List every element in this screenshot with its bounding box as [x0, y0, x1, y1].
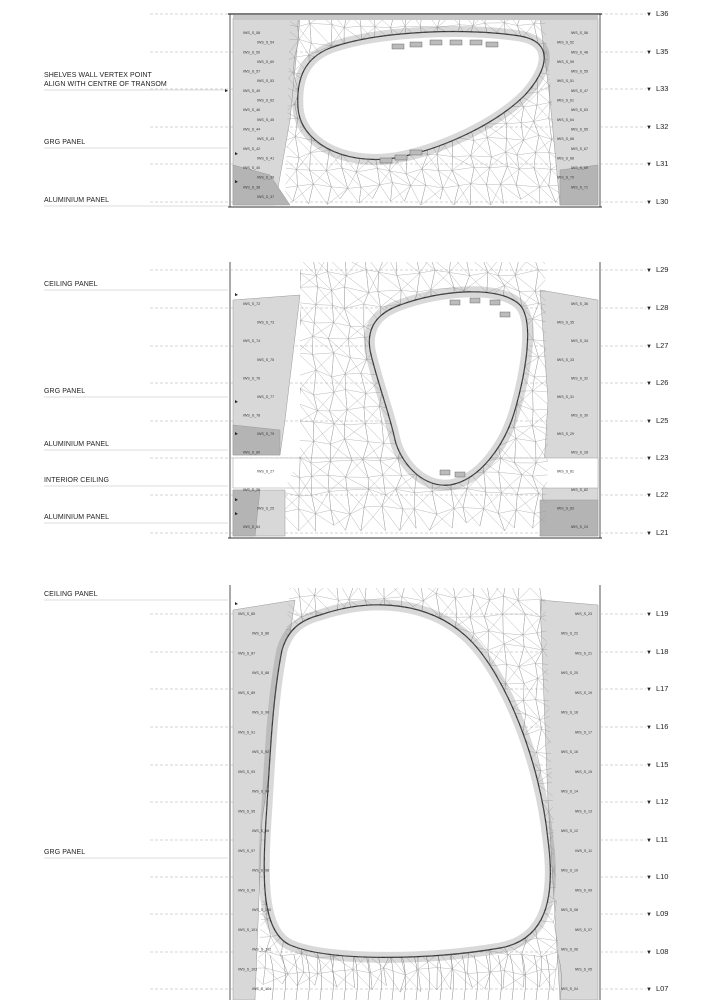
- panel-tag: IWS_S_24: [570, 525, 588, 529]
- annotation-label: ALUMINIUM PANEL: [44, 514, 110, 521]
- level-label: L17: [655, 684, 669, 693]
- panel-tag: IWS_S_17: [574, 730, 592, 735]
- panel-tag: IWS_S_65: [570, 127, 588, 132]
- panel-tag: IWS_S_42: [243, 146, 261, 151]
- transom-block: [410, 150, 422, 155]
- transom-block: [410, 42, 422, 47]
- transom-block: [392, 44, 404, 49]
- panel-tag: IWS_S_74: [243, 339, 261, 344]
- level-label: L16: [655, 722, 669, 731]
- panel-tag: IWS_S_70: [556, 175, 574, 180]
- panel-tag: IWS_S_88: [252, 671, 270, 676]
- level-marker: [646, 947, 668, 956]
- panel-tag: IWS_S_67: [570, 146, 588, 151]
- facade-rib: [282, 955, 286, 1000]
- level-triangle-icon: ▼: [646, 612, 652, 618]
- panel-tag: IWS_S_09: [574, 888, 592, 893]
- panel-tag: IWS_S_43: [257, 137, 275, 142]
- level-triangle-icon: ▼: [646, 912, 652, 918]
- panel-tag: IWS_S_12: [560, 829, 578, 834]
- level-triangle-icon: ▼: [646, 987, 652, 993]
- panel-tag: IWS_S_103: [238, 967, 258, 972]
- panel-tag: IWS_S_16: [560, 750, 578, 755]
- level-triangle-icon: ▼: [646, 200, 652, 206]
- transom-block: [450, 40, 462, 45]
- panel-tag: IWS_S_39: [257, 175, 275, 180]
- panel-tag: IWS_S_81: [556, 469, 574, 474]
- level-triangle-icon: ▼: [646, 800, 652, 806]
- panel-tag: IWS_S_19: [574, 690, 592, 695]
- panel-tag: IWS_S_30: [570, 413, 588, 418]
- panel-tag: IWS_S_90: [252, 710, 270, 715]
- panel-tag: IWS_S_53: [257, 79, 275, 84]
- panel-tag: IWS_S_92: [252, 750, 270, 755]
- level-label: L31: [655, 159, 669, 168]
- level-label: L29: [655, 265, 669, 274]
- panel-tag: IWS_S_06: [560, 947, 578, 952]
- upper-top-band: [233, 15, 598, 20]
- level-triangle-icon: ▼: [646, 306, 652, 312]
- panel-tag: IWS_S_26: [243, 487, 261, 492]
- panel-tag: IWS_S_10: [560, 868, 578, 873]
- level-label: L26: [655, 378, 669, 387]
- level-triangle-icon: ▼: [646, 725, 652, 731]
- facade-rib: [270, 955, 274, 1000]
- panel-tag: IWS_S_38: [243, 185, 261, 190]
- panel-tag: IWS_S_36: [570, 302, 588, 306]
- upper-opening-loop: [298, 32, 545, 160]
- transom-block: [470, 298, 480, 303]
- panel-tag: IWS_S_62: [257, 98, 275, 103]
- level-marker: [646, 872, 668, 881]
- panel-tag: IWS_S_101: [238, 927, 258, 932]
- panel-tag: IWS_S_56: [570, 31, 588, 35]
- level-triangle-icon: ▼: [646, 162, 652, 168]
- level-label: L07: [655, 984, 669, 993]
- level-triangle-icon: ▼: [646, 344, 652, 350]
- transom-block: [470, 40, 482, 45]
- transom-block: [455, 472, 465, 477]
- level-marker: [646, 797, 668, 806]
- panel-tag: IWS_S_97: [238, 848, 256, 853]
- level-triangle-icon: ▼: [646, 950, 652, 956]
- panel-tag: IWS_S_75: [257, 357, 275, 362]
- level-label: L35: [655, 47, 669, 56]
- panel-tag: IWS_S_80: [243, 450, 261, 455]
- panel-tag: IWS_S_08: [560, 908, 578, 913]
- panel-tag: IWS_S_41: [257, 156, 275, 161]
- facade-rib: [462, 955, 466, 1000]
- facade-rib: [306, 955, 310, 1000]
- level-triangle-icon: ▼: [646, 650, 652, 656]
- panel-tag: IWS_S_100: [252, 908, 272, 913]
- panel-tag: IWS_S_57: [243, 69, 261, 74]
- facade-rib: [534, 955, 538, 1000]
- panel-tag: IWS_S_22: [560, 631, 578, 636]
- level-triangle-icon: ▼: [646, 493, 652, 499]
- panel-tag: IWS_S_28: [570, 450, 588, 455]
- level-marker: [646, 47, 668, 56]
- level-triangle-icon: ▼: [646, 875, 652, 881]
- panel-tag: IWS_S_73: [257, 320, 275, 325]
- panel-tag: IWS_S_33: [556, 357, 574, 362]
- level-label: L11: [655, 835, 668, 844]
- transom-block: [486, 42, 498, 47]
- level-label: L30: [655, 197, 669, 206]
- level-triangle-icon: ▼: [646, 87, 652, 93]
- panel-tag: IWS_S_86: [252, 631, 270, 636]
- panel-tag: IWS_S_35: [556, 320, 574, 325]
- annotation-label: CEILING PANEL: [44, 281, 98, 288]
- middle-opening-loop: [369, 292, 527, 485]
- panel-tag: IWS_S_99: [238, 888, 256, 893]
- level-marker: [646, 909, 668, 918]
- panel-tag: IWS_S_102: [252, 947, 272, 952]
- panel-tag: IWS_S_31: [556, 394, 574, 399]
- level-marker: [646, 722, 668, 731]
- facade-rib: [474, 955, 478, 1000]
- panel-tag: IWS_S_55: [570, 69, 588, 74]
- panel-tag: IWS_S_18: [560, 710, 578, 715]
- panel-tag: IWS_S_44: [243, 127, 261, 132]
- panel-tag: IWS_S_82: [570, 487, 588, 492]
- transom-block: [395, 155, 407, 160]
- annotation-label: SHELVES WALL VERTEX POINT ALIGN WITH CENTRE OF TRANSOM: [44, 72, 167, 88]
- level-marker: [646, 835, 668, 844]
- annotation-label: CEILING PANEL: [44, 591, 98, 598]
- annotation-label: GRG PANEL: [44, 849, 86, 856]
- level-triangle-icon: ▼: [646, 687, 652, 693]
- panel-tag: IWS_S_78: [243, 413, 261, 418]
- panel-tag: IWS_S_95: [238, 809, 256, 814]
- panel-tag: IWS_S_69: [570, 166, 588, 171]
- panel-tag: IWS_S_77: [257, 394, 275, 399]
- panel-tag: IWS_S_15: [574, 769, 592, 774]
- level-marker: [646, 647, 668, 656]
- lower-opening-loop: [264, 605, 550, 957]
- panel-tag: IWS_S_54: [257, 40, 275, 45]
- level-marker: [646, 984, 668, 993]
- level-marker: [646, 341, 668, 350]
- level-triangle-icon: ▼: [646, 381, 652, 387]
- panel-tag: IWS_S_04: [560, 987, 578, 991]
- level-marker: [646, 378, 668, 387]
- level-marker: [646, 609, 668, 618]
- panel-tag: IWS_S_20: [560, 671, 578, 676]
- level-marker: [646, 9, 668, 18]
- level-label: L23: [655, 453, 669, 462]
- level-label: L08: [655, 947, 669, 956]
- facade-rib: [510, 955, 514, 1000]
- panel-tag: IWS_S_79: [257, 432, 275, 437]
- transom-block: [380, 158, 392, 163]
- level-label: L19: [655, 609, 669, 618]
- leader-arrow-icon: [225, 89, 228, 92]
- middle-opening-loop-void: [369, 292, 527, 485]
- level-label: L22: [655, 490, 669, 499]
- panel-tag: IWS_S_52: [556, 40, 574, 45]
- panel-tag: IWS_S_34: [570, 339, 588, 344]
- panel-tag: IWS_S_14: [560, 789, 578, 794]
- level-label: L32: [655, 122, 669, 131]
- level-triangle-icon: ▼: [646, 838, 652, 844]
- transom-block: [430, 40, 442, 45]
- level-triangle-icon: ▼: [646, 456, 652, 462]
- middle-right-grg-panel: [540, 290, 598, 536]
- level-triangle-icon: ▼: [646, 419, 652, 425]
- transom-block: [440, 470, 450, 475]
- level-triangle-icon: ▼: [646, 125, 652, 131]
- panel-tag: IWS_S_11: [575, 848, 592, 853]
- panel-tag: IWS_S_05: [574, 967, 592, 972]
- panel-tag: IWS_S_59: [556, 59, 574, 64]
- level-marker: [646, 197, 668, 206]
- panel-tag: IWS_S_84: [243, 525, 261, 529]
- level-marker: [646, 159, 668, 168]
- level-label: L28: [655, 303, 669, 312]
- facade-rib: [330, 955, 334, 1000]
- panel-tag: IWS_S_72: [243, 302, 261, 306]
- panel-tag: IWS_S_13: [574, 809, 592, 814]
- panel-tag: IWS_S_61: [556, 98, 574, 103]
- panel-tag: IWS_S_50: [243, 50, 261, 55]
- level-marker: [646, 265, 668, 274]
- level-triangle-icon: ▼: [646, 763, 652, 769]
- panel-tag: IWS_S_47: [570, 88, 588, 93]
- level-marker: [646, 303, 668, 312]
- level-label: L15: [655, 760, 669, 769]
- panel-tag: IWS_S_37: [257, 195, 275, 199]
- level-triangle-icon: ▼: [646, 12, 652, 18]
- facade-rib: [294, 955, 298, 1000]
- level-label: L21: [655, 528, 669, 537]
- panel-tag: IWS_S_23: [574, 612, 592, 616]
- panel-tag: IWS_S_32: [570, 376, 588, 381]
- facade-rib: [546, 955, 550, 1000]
- annotation-label: ALUMINIUM PANEL: [44, 197, 110, 204]
- level-label: L25: [655, 416, 669, 425]
- panel-tag: IWS_S_89: [238, 690, 256, 695]
- middle-right-aluminium-panel: [540, 500, 598, 536]
- panel-tag: IWS_S_29: [556, 432, 574, 437]
- panel-tag: IWS_S_60: [257, 59, 275, 64]
- level-marker: [646, 684, 668, 693]
- level-label: L10: [655, 872, 669, 881]
- panel-tag: IWS_S_63: [570, 108, 588, 113]
- facade-rib: [450, 955, 454, 1000]
- level-label: L27: [655, 341, 669, 350]
- level-label: L36: [655, 9, 669, 18]
- panel-tag: IWS_S_45: [257, 117, 275, 122]
- annotation-label: GRG PANEL: [44, 139, 86, 146]
- panel-tag: IWS_S_87: [238, 651, 256, 656]
- facade-rib: [438, 955, 442, 1000]
- level-label: L33: [655, 84, 669, 93]
- panel-tag: IWS_S_104: [252, 987, 272, 991]
- annotation-label: ALUMINIUM PANEL: [44, 441, 110, 448]
- annotation-label: INTERIOR CEILING: [44, 477, 109, 484]
- panel-tag: IWS_S_68: [556, 156, 574, 161]
- panel-tag: IWS_S_76: [243, 376, 261, 381]
- panel-tag: IWS_S_85: [238, 612, 256, 616]
- level-triangle-icon: ▼: [646, 531, 652, 537]
- panel-tag: IWS_S_93: [238, 769, 256, 774]
- panel-tag: IWS_S_66: [556, 137, 574, 142]
- panel-tag: IWS_S_48: [570, 50, 588, 55]
- panel-tag: IWS_S_91: [238, 730, 256, 735]
- leader-arrow-icon: [235, 602, 238, 605]
- facade-rib: [342, 955, 346, 1000]
- panel-tag: IWS_S_25: [257, 506, 275, 511]
- transom-block: [490, 300, 500, 305]
- panel-tag: IWS_S_21: [574, 651, 592, 656]
- level-label: L12: [655, 797, 669, 806]
- panel-tag: IWS_S_46: [243, 108, 261, 113]
- panel-tag: IWS_S_40: [243, 166, 261, 171]
- leader-arrow-icon: [235, 293, 238, 296]
- level-marker: [646, 528, 668, 537]
- level-label: L18: [655, 647, 669, 656]
- panel-tag: IWS_S_49: [243, 88, 261, 93]
- panel-tag: IWS_S_58: [243, 31, 261, 35]
- level-marker: [646, 490, 668, 499]
- level-triangle-icon: ▼: [646, 268, 652, 274]
- lower-opening-loop-void: [264, 605, 550, 957]
- panel-tag: IWS_S_51: [556, 79, 574, 84]
- level-triangle-icon: ▼: [646, 50, 652, 56]
- lower-right-grg-panel: [540, 600, 598, 1000]
- transom-block: [450, 300, 460, 305]
- panel-tag: IWS_S_64: [556, 117, 574, 122]
- panel-tag: IWS_S_71: [570, 185, 588, 190]
- level-marker: [646, 760, 668, 769]
- transom-block: [500, 312, 510, 317]
- level-marker: [646, 416, 668, 425]
- panel-tag: IWS_S_94: [252, 789, 270, 794]
- level-marker: [646, 453, 668, 462]
- annotation-label: GRG PANEL: [44, 388, 86, 395]
- facade-rib: [318, 955, 322, 1000]
- panel-tag: IWS_S_27: [257, 469, 275, 474]
- panel-tag: IWS_S_96: [252, 829, 270, 834]
- panel-tag: IWS_S_83: [556, 506, 574, 511]
- level-marker: [646, 84, 668, 93]
- level-label: L09: [655, 909, 669, 918]
- level-marker: [646, 122, 668, 131]
- panel-tag: IWS_S_07: [574, 927, 592, 932]
- panel-tag: IWS_S_98: [252, 868, 270, 873]
